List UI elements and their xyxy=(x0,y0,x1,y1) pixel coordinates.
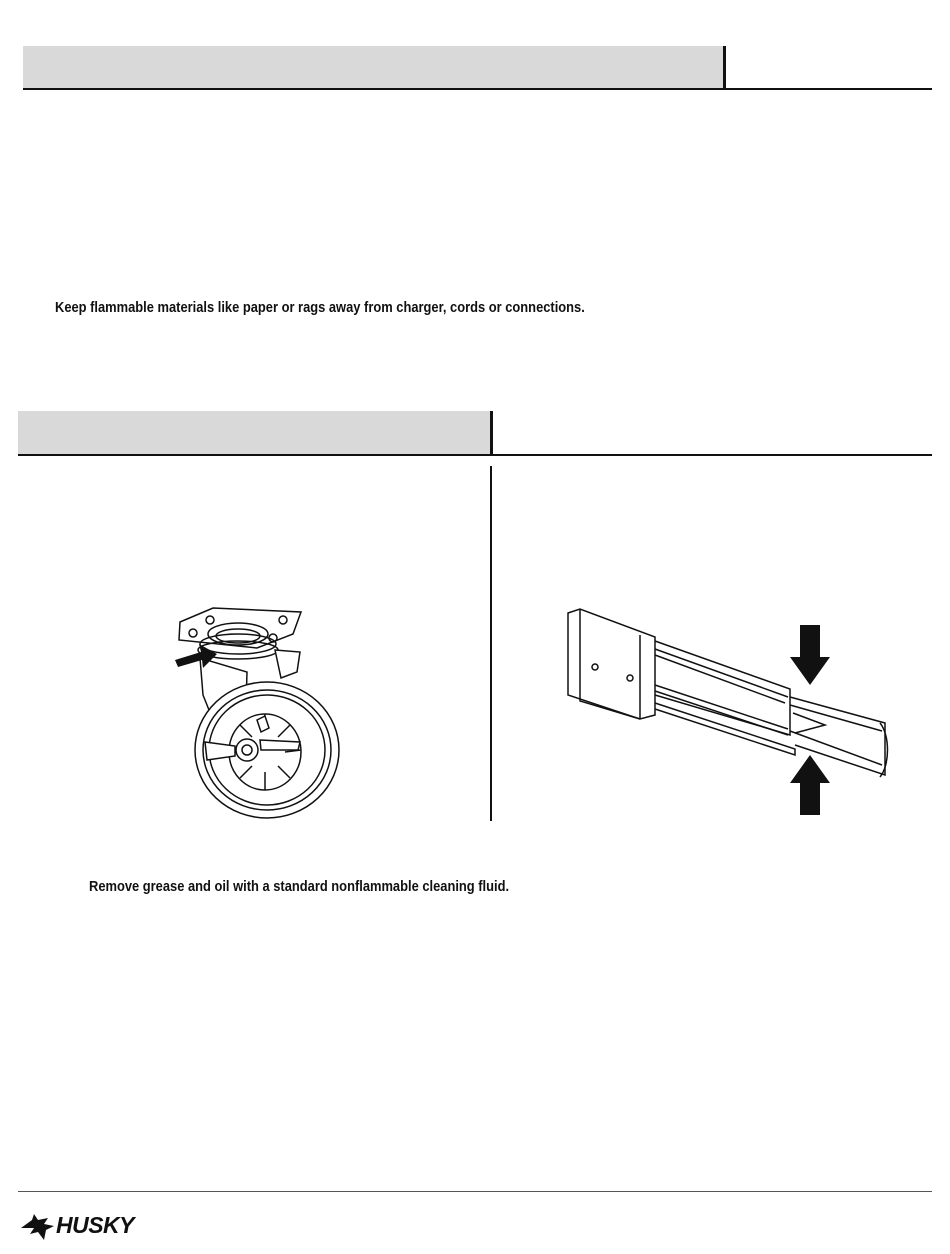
footer-rule xyxy=(18,1191,932,1192)
husky-logo xyxy=(20,1212,160,1246)
drawer-slide-icon xyxy=(560,605,895,820)
header-divider xyxy=(723,46,726,90)
section-header-bar-2 xyxy=(18,411,491,454)
header-underline-2 xyxy=(18,454,932,456)
cleaning-tip-text: Remove grease and oil with a standard nonflammable cleaning fluid. xyxy=(89,878,510,895)
header-underline xyxy=(23,88,932,90)
husky-dog-icon xyxy=(20,1212,56,1242)
header-divider-2 xyxy=(490,411,493,455)
safety-tip-text: Keep flammable materials like paper or rags away from charger, cords or connections. xyxy=(55,299,585,316)
brand-wordmark: HUSKY xyxy=(56,1212,135,1238)
column-divider xyxy=(490,466,492,821)
section-header-bar xyxy=(23,46,724,89)
caster-wheel-icon xyxy=(165,600,355,825)
